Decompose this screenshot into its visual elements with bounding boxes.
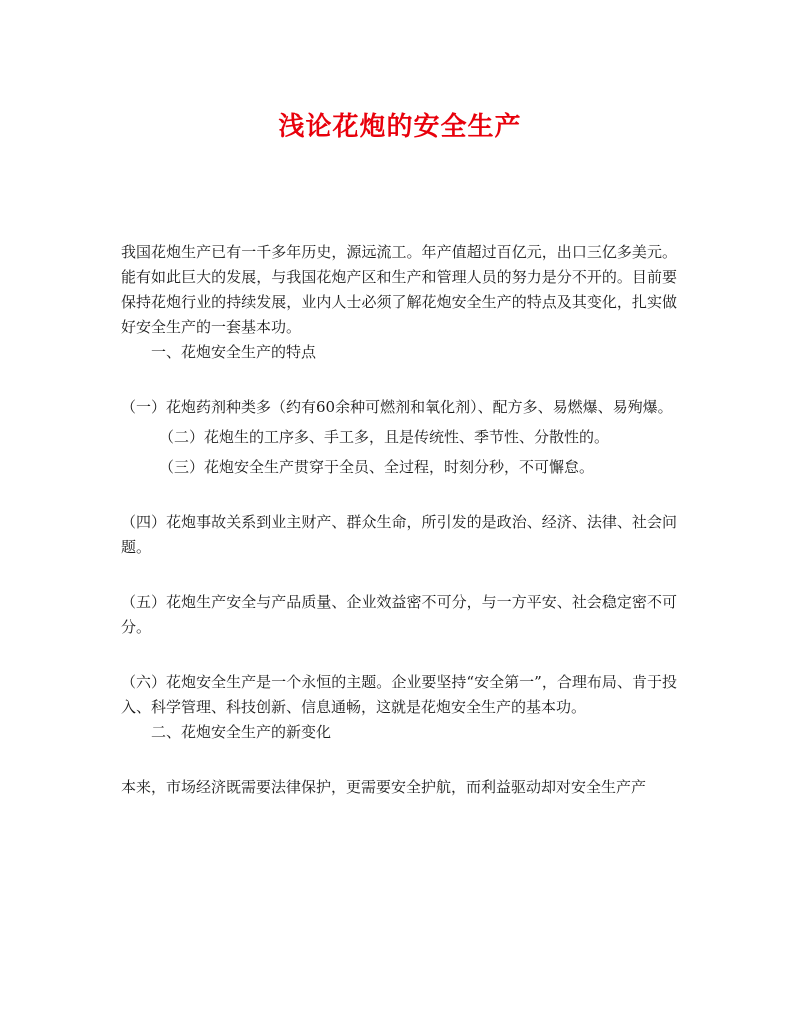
list-item-5: （五）花炮生产安全与产品质量、企业效益密不可分，与一方平安、社会稳定密不可分。 bbox=[121, 593, 677, 636]
section-heading-1: 一、花炮安全生产的特点 bbox=[151, 343, 317, 361]
spacer bbox=[121, 365, 677, 395]
list-item-6: （六）花炮安全生产是一个永恒的主题。企业要坚持“安全第一”，合理布局、肯于投入、科学管理、科技创新、信息通畅，这就是花炮安全生产的基本功。 bbox=[121, 673, 677, 716]
closing-paragraph: 本来，市场经济既需要法律保护，更需要安全护航，而利益驱动却对安全生产产 bbox=[121, 778, 647, 796]
spacer bbox=[121, 480, 677, 510]
list-item-3: （三）花炮安全生产贯穿于全员、全过程，时刻分秒，不可懈怠。 bbox=[159, 458, 595, 476]
list-item-1: （一）花炮药剂种类多（约有60余种可燃剂和氧化剂）、配方多、易燃爆、易殉爆。 bbox=[121, 398, 673, 416]
document-title: 浅论花炮的安全生产 bbox=[278, 112, 522, 142]
list-item-2: （二）花炮生的工序多、手工多，且是传统性、季节性、分散性的。 bbox=[159, 428, 610, 446]
spacer bbox=[121, 560, 677, 590]
section-heading-2: 二、花炮安全生产的新变化 bbox=[151, 723, 332, 741]
spacer bbox=[121, 640, 677, 670]
document-body bbox=[121, 240, 677, 800]
list-item-4: （四）花炮事故关系到业主财产、群众生命，所引发的是政治、经济、法律、社会问题。 bbox=[121, 513, 677, 556]
intro-paragraph: 我国花炮生产已有一千多年历史，源远流工。年产值超过百亿元，出口三亿多美元。能有如此巨大的发展，与我国花炮产区和生产和管理人员的努力是分不开的。目前要保持花炮行业的持续发展，业内人士必须了解花炮安全生产的特点及其变化，扎实做好安全生产的一套基本功。 bbox=[121, 243, 677, 336]
spacer bbox=[121, 745, 677, 775]
